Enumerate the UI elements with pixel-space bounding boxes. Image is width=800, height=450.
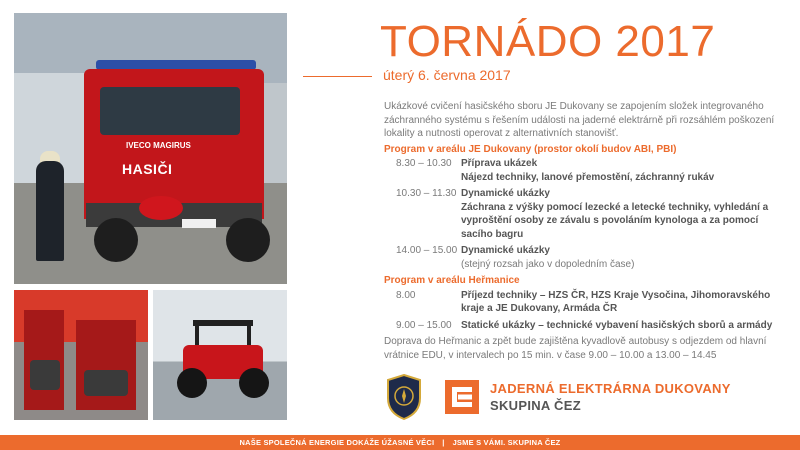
program-heading-hermanice: Program v areálu Heřmanice [384, 275, 520, 286]
red-nose [139, 196, 183, 220]
page-title: TORNÁDO 2017 [380, 17, 716, 66]
schedule-row [384, 157, 779, 184]
schedule-detail: Nájezd techniky, lanové přemostění, záchranný rukáv [461, 171, 715, 183]
footer-slogan: NAŠE SPOLEČNÁ ENERGIE DOKÁŽE ÚŽASNÉ VĚCI [239, 438, 435, 447]
equipment-rack [76, 320, 136, 410]
schedule-row [384, 319, 779, 333]
cez-logo-icon [445, 380, 479, 414]
title-divider [303, 76, 372, 77]
program-content [384, 100, 779, 372]
intro-text: Ukázkové cvičení hasičského sboru JE Dukovany se zapojením složek integrovaného záchranného systému s řešením události na jaderné elektrárně při rozsáhlém poškození lokality a nutnosti operovat z alternativních stanovišť. [384, 101, 775, 139]
wheel [177, 368, 207, 398]
equipment-gear [84, 370, 128, 396]
footer-tagline: JSME S VÁMI. SKUPINA ČEZ [452, 438, 561, 447]
schedule-detail: Záchrana z výšky pomocí lezecké a letecké techniky, vyhledání a vyproštění osoby ze závalu s povoláním kynologa a za pomocí sacího bagru [461, 201, 769, 240]
fire-brigade-emblem-icon [386, 374, 422, 420]
cez-group-name: SKUPINA ČEZ [490, 398, 581, 413]
schedule-desc [461, 289, 779, 316]
license-plate [182, 219, 216, 228]
schedule-title: Statické ukázky – technické vybavení hasičských sborů a armády [461, 319, 773, 331]
atv-roof [193, 320, 253, 326]
schedule-title: Příprava ukázek [461, 158, 538, 169]
fire-truck-photo [14, 13, 287, 284]
atv-photo [153, 290, 287, 420]
schedule-row [384, 289, 779, 316]
schedule-desc [461, 187, 779, 241]
schedule-time: 9.00 – 15.00 [396, 319, 452, 331]
schedule-title: Příjezd techniky – HZS ČR, HZS Kraje Vysočina, Jihomoravského kraje a JE Dukovany, Armáda ČR [461, 289, 771, 314]
schedule-time: 8.30 – 10.30 [396, 158, 452, 169]
footer-separator: | [442, 438, 445, 447]
equipment-gear [30, 360, 60, 390]
schedule-desc [461, 157, 779, 184]
schedule-title: Dynamické ukázky [461, 188, 550, 199]
schedule-row [384, 187, 779, 241]
schedule-time: 14.00 – 15.00 [396, 245, 458, 256]
schedule-title: Dynamické ukázky [461, 245, 550, 256]
schedule-desc [461, 319, 779, 333]
schedule-desc [461, 244, 779, 271]
rescue-equipment-photo [14, 290, 148, 420]
firefighter [36, 161, 64, 261]
cez-plant-name: JADERNÁ ELEKTRÁRNA DUKOVANY [490, 381, 731, 396]
footer-bar [0, 435, 800, 450]
truck-sign: HASIČI [122, 161, 173, 177]
program-heading-dukovany: Program v areálu JE Dukovany (prostor okolí budov ABI, PBI) [384, 143, 677, 155]
wheel [239, 368, 269, 398]
wheel [94, 218, 138, 262]
truck-brand: IVECO MAGIRUS [126, 141, 191, 150]
event-date: úterý 6. června 2017 [383, 67, 511, 83]
schedule-row [384, 244, 779, 271]
transport-info: Doprava do Heřmanic a zpět bude zajištěna kyvadlově autobusy s odjezdem od hlavní vrátnice EDU, v intervalech po 15 min. v čase 9.00 – 10.00 a 13.00 – 14.45 [384, 336, 767, 361]
truck-windshield [100, 87, 240, 135]
schedule-note: (stejný rozsah jako v dopoledním čase) [461, 258, 635, 270]
schedule-time: 10.30 – 11.30 [396, 188, 457, 199]
wheel [226, 218, 270, 262]
schedule-time: 8.00 [396, 289, 416, 301]
